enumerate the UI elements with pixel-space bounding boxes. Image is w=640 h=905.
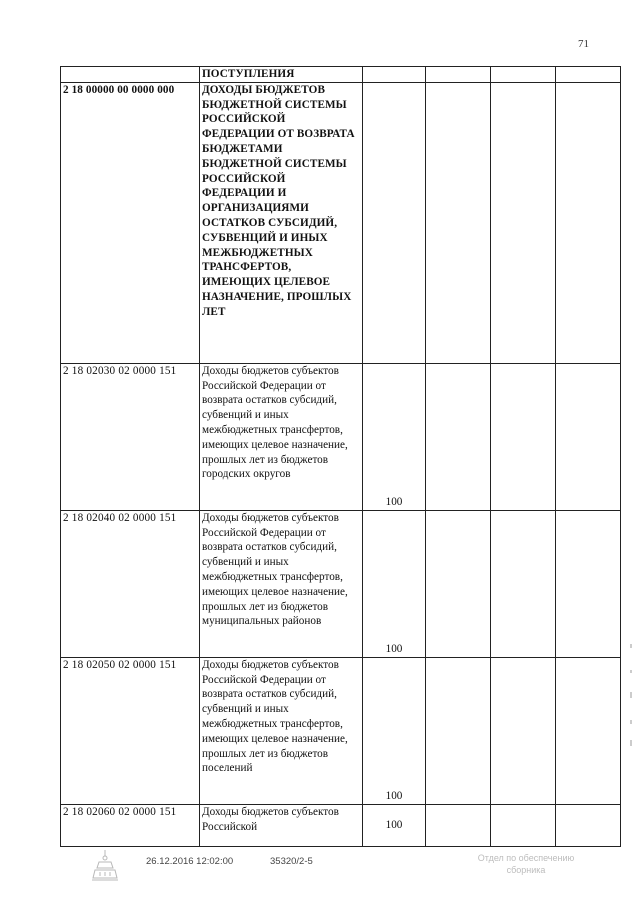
row-name: ПОСТУПЛЕНИЯ — [200, 67, 363, 83]
empty-cell — [491, 804, 556, 846]
row-name: ДОХОДЫ БЮДЖЕТОВ БЮДЖЕТНОЙ СИСТЕМЫ РОССИЙСКОЙ ФЕДЕРАЦИИ ОТ ВОЗВРАТА БЮДЖЕТАМИ БЮДЖЕТНОЙ СИСТЕМЫ РОССИЙСКОЙ ФЕДЕРАЦИИ И ОРГАНИЗАЦИЯМИ ОСТАТКОВ СУБСИДИЙ, СУБВЕНЦИЙ И ИНЫХ МЕЖБЮДЖЕТНЫХ ТРАНСФЕРТОВ, ИМЕЮЩИХ ЦЕЛЕВОЕ НАЗНАЧЕНИЕ, ПРОШЛЫХ ЛЕТ — [200, 82, 363, 363]
row-code: 2 18 00000 00 0000 000 — [61, 82, 200, 363]
row-code: 2 18 02040 02 0000 151 — [61, 510, 200, 657]
row-value: 100 — [363, 510, 426, 657]
empty-cell — [556, 363, 621, 510]
empty-cell — [491, 67, 556, 83]
empty-cell — [556, 804, 621, 846]
row-name: Доходы бюджетов субъектов Российской Федерации от возврата остатков субсидий, субвенций и иных межбюджетных трансфертов, имеющих целевое назначение, прошлых лет из бюджетов городских округов — [200, 363, 363, 510]
empty-cell — [426, 657, 491, 804]
empty-cell — [491, 82, 556, 363]
empty-cell — [426, 67, 491, 83]
empty-cell — [556, 82, 621, 363]
row-code: 2 18 02060 02 0000 151 — [61, 804, 200, 846]
row-name: Доходы бюджетов субъектов Российской Федерации от возврата остатков субсидий, субвенций и иных межбюджетных трансфертов, имеющих целевое назначение, прошлых лет из бюджетов муниципальных районов — [200, 510, 363, 657]
footer-doc-code: 35320/2-5 — [270, 856, 313, 867]
footer-datetime: 26.12.2016 12:02:00 — [146, 856, 234, 867]
empty-cell — [556, 510, 621, 657]
row-code: 2 18 02030 02 0000 151 — [61, 363, 200, 510]
table-row — [61, 82, 621, 363]
empty-cell — [491, 363, 556, 510]
empty-cell — [426, 804, 491, 846]
emblem-icon — [91, 848, 119, 882]
row-code: 2 18 02050 02 0000 151 — [61, 657, 200, 804]
row-value: 100 — [363, 804, 426, 846]
table-row — [61, 804, 621, 846]
empty-cell — [556, 657, 621, 804]
empty-cell — [556, 67, 621, 83]
empty-cell — [426, 363, 491, 510]
table-row — [61, 510, 621, 657]
stamp-line: Отдел по обеспечению — [477, 853, 575, 863]
budget-table — [60, 66, 621, 847]
empty-cell — [491, 657, 556, 804]
row-value: 100 — [363, 657, 426, 804]
table-row — [61, 363, 621, 510]
empty-cell — [491, 510, 556, 657]
empty-cell — [426, 82, 491, 363]
empty-cell — [426, 510, 491, 657]
row-value: 100 — [363, 363, 426, 510]
row-name: Доходы бюджетов субъектов Российской — [200, 804, 363, 846]
page-number: 71 — [578, 38, 589, 50]
row-name: Доходы бюджетов субъектов Российской Федерации от возврата остатков субсидий, субвенций и иных межбюджетных трансфертов, имеющих целевое назначение, прошлых лет из бюджетов поселений — [200, 657, 363, 804]
registration-stamp — [446, 852, 606, 876]
stamp-line: сборника — [506, 865, 546, 875]
table-row — [61, 67, 621, 83]
table-row — [61, 657, 621, 804]
row-code — [61, 67, 200, 83]
scan-edge-marks — [628, 640, 634, 760]
row-value — [363, 82, 426, 363]
row-value — [363, 67, 426, 83]
